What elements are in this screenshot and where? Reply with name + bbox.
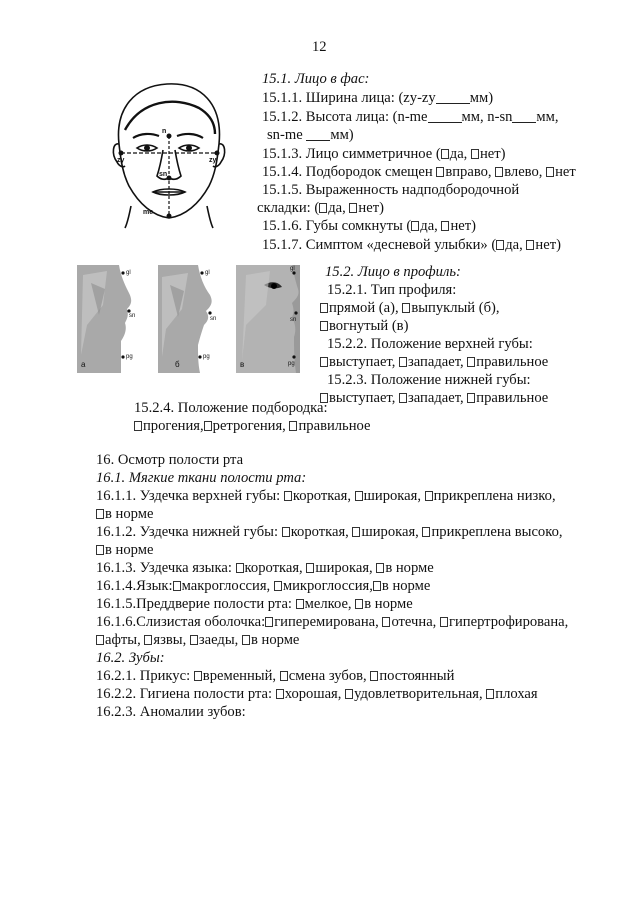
label-n: n bbox=[162, 128, 167, 135]
label-gl: gl bbox=[205, 270, 210, 276]
item-15-2-4-options: прогения, ретрогения, правильное bbox=[134, 417, 370, 435]
checkbox[interactable] bbox=[352, 527, 360, 537]
label-gl: gl bbox=[126, 270, 131, 276]
checkbox[interactable] bbox=[422, 527, 430, 537]
checkbox[interactable] bbox=[441, 221, 449, 231]
item-16-1-6: 16.1.6.Слизистая оболочка: гиперемирована, отечна, гипертрофирована, bbox=[96, 614, 569, 630]
checkbox[interactable] bbox=[320, 357, 328, 367]
item-16-1-3: 16.1.3. Уздечка языка: короткая, широкая, в норме bbox=[96, 560, 434, 576]
item-15-1-2-cont: sn-me мм) bbox=[267, 127, 354, 143]
checkbox[interactable] bbox=[355, 491, 363, 501]
item-15-2-3-options: выступает, западает, правильное bbox=[320, 389, 548, 407]
label-zy-right: zy bbox=[209, 157, 217, 164]
checkbox[interactable] bbox=[496, 240, 504, 250]
checkbox[interactable] bbox=[402, 303, 410, 313]
item-15-1-2: 15.1.2. Высота лица: (n-me мм, n-sn мм, bbox=[262, 109, 559, 125]
checkbox[interactable] bbox=[265, 617, 273, 627]
checkbox[interactable] bbox=[320, 303, 328, 313]
item-15-1-6: 15.1.6. Губы сомкнуты ( да, нет) bbox=[262, 218, 476, 234]
item-16-1-4: 16.1.4.Язык: макроглоссия, микроглоссия, в норме bbox=[96, 578, 431, 594]
label-pg: pg bbox=[126, 354, 133, 360]
label-pg: pg bbox=[203, 354, 210, 360]
checkbox[interactable] bbox=[441, 149, 449, 159]
label-b: б bbox=[175, 360, 180, 369]
checkbox[interactable] bbox=[144, 635, 152, 645]
checkbox[interactable] bbox=[399, 357, 407, 367]
item-16-2-3: 16.2.3. Аномалии зубов: bbox=[96, 704, 246, 720]
checkbox[interactable] bbox=[173, 581, 181, 591]
profile-photo-b bbox=[158, 265, 221, 373]
face-frontal-diagram bbox=[105, 78, 233, 230]
item-15-1-5: 15.1.5. Выраженность надподбородочной bbox=[262, 182, 520, 198]
item-15-1-4: 15.1.4. Подбородок смещен вправо, влево, нет bbox=[262, 164, 576, 180]
label-c: в bbox=[240, 360, 245, 369]
section-16-1-title: 16.1. Мягкие ткани полости рта: bbox=[96, 470, 307, 486]
checkbox[interactable] bbox=[355, 599, 363, 609]
checkbox[interactable] bbox=[134, 421, 142, 431]
item-16-1-6-cont: афты, язвы, заеды, в норме bbox=[96, 631, 299, 649]
checkbox[interactable] bbox=[276, 689, 284, 699]
label-gl: gl bbox=[290, 266, 295, 272]
checkbox[interactable] bbox=[440, 617, 448, 627]
label-pg: pg bbox=[288, 361, 295, 367]
checkbox[interactable] bbox=[194, 671, 202, 681]
section-16-2-title: 16.2. Зубы: bbox=[96, 650, 165, 666]
checkbox[interactable] bbox=[467, 357, 475, 367]
item-15-1-5-cont: складки: ( да, нет) bbox=[257, 200, 384, 216]
checkbox[interactable] bbox=[280, 671, 288, 681]
item-16-1-2-cont: в норме bbox=[96, 541, 153, 559]
checkbox[interactable] bbox=[495, 167, 503, 177]
label-me: me bbox=[143, 209, 154, 216]
checkbox[interactable] bbox=[242, 635, 250, 645]
item-15-2-3: 15.2.3. Положение нижней губы: bbox=[327, 372, 531, 388]
item-15-1-3: 15.1.3. Лицо симметричное ( да, нет) bbox=[262, 146, 506, 162]
checkbox[interactable] bbox=[289, 421, 297, 431]
item-15-1-1: 15.1.1. Ширина лица: (zy-zy мм) bbox=[262, 90, 494, 106]
item-16-1-2: 16.1.2. Уздечка нижней губы: короткая, широкая, прикреплена высоко, bbox=[96, 524, 563, 540]
checkbox[interactable] bbox=[284, 491, 292, 501]
checkbox[interactable] bbox=[190, 635, 198, 645]
item-16-2-1: 16.2.1. Прикус: временный, смена зубов, постоянный bbox=[96, 668, 455, 684]
checkbox[interactable] bbox=[471, 149, 479, 159]
label-sn: sn bbox=[210, 316, 217, 322]
checkbox[interactable] bbox=[526, 240, 534, 250]
checkbox[interactable] bbox=[399, 393, 407, 403]
checkbox[interactable] bbox=[486, 689, 494, 699]
section-16-title: 16. Осмотр полости рта bbox=[96, 452, 244, 468]
checkbox[interactable] bbox=[373, 581, 381, 591]
page-number: 12 bbox=[312, 39, 327, 55]
item-16-2-2: 16.2.2. Гигиена полости рта: хорошая, удовлетворительная, плохая bbox=[96, 686, 538, 702]
item-16-1-1-cont: в норме bbox=[96, 505, 153, 523]
item-15-2-1-options: прямой (а), выпуклый (б), bbox=[320, 299, 500, 317]
section-15-1-title: 15.1. Лицо в фас: bbox=[262, 71, 370, 87]
item-16-1-5: 16.1.5.Преддверие полости рта: мелкое, в норме bbox=[96, 596, 413, 612]
checkbox[interactable] bbox=[345, 689, 353, 699]
checkbox[interactable] bbox=[306, 563, 314, 573]
checkbox[interactable] bbox=[425, 491, 433, 501]
checkbox[interactable] bbox=[546, 167, 554, 177]
checkbox[interactable] bbox=[296, 599, 304, 609]
item-15-2-4: 15.2.4. Положение подбородка: bbox=[134, 400, 328, 416]
checkbox[interactable] bbox=[96, 635, 104, 645]
checkbox[interactable] bbox=[411, 221, 419, 231]
label-a: а bbox=[81, 360, 86, 369]
checkbox[interactable] bbox=[349, 203, 357, 213]
checkbox[interactable] bbox=[370, 671, 378, 681]
checkbox[interactable] bbox=[96, 545, 104, 555]
checkbox[interactable] bbox=[204, 421, 212, 431]
profile-photo-c bbox=[236, 265, 300, 373]
item-15-1-7: 15.1.7. Симптом «десневой улыбки» ( да, нет) bbox=[262, 237, 561, 253]
checkbox[interactable] bbox=[467, 393, 475, 403]
checkbox[interactable] bbox=[282, 527, 290, 537]
item-15-2-2-options: выступает, западает, правильное bbox=[320, 353, 548, 371]
item-15-2-1-options-cont: вогнутый (в) bbox=[320, 317, 408, 335]
checkbox[interactable] bbox=[376, 563, 384, 573]
label-sn: sn bbox=[129, 313, 136, 319]
label-sn: sn bbox=[159, 171, 168, 178]
label-sn: sn bbox=[290, 317, 297, 323]
checkbox[interactable] bbox=[319, 203, 327, 213]
checkbox[interactable] bbox=[320, 321, 328, 331]
section-15-2-title: 15.2. Лицо в профиль: bbox=[325, 264, 461, 280]
checkbox[interactable] bbox=[236, 563, 244, 573]
item-15-2-1: 15.2.1. Тип профиля: bbox=[327, 282, 457, 298]
checkbox[interactable] bbox=[382, 617, 390, 627]
checkbox[interactable] bbox=[436, 167, 444, 177]
item-15-2-2: 15.2.2. Положение верхней губы: bbox=[327, 336, 533, 352]
label-zy-left: zy bbox=[117, 157, 125, 164]
checkbox[interactable] bbox=[96, 509, 104, 519]
checkbox[interactable] bbox=[274, 581, 282, 591]
profile-photo-a bbox=[77, 265, 140, 373]
item-16-1-1: 16.1.1. Уздечка верхней губы: короткая, широкая, прикреплена низко, bbox=[96, 488, 556, 504]
